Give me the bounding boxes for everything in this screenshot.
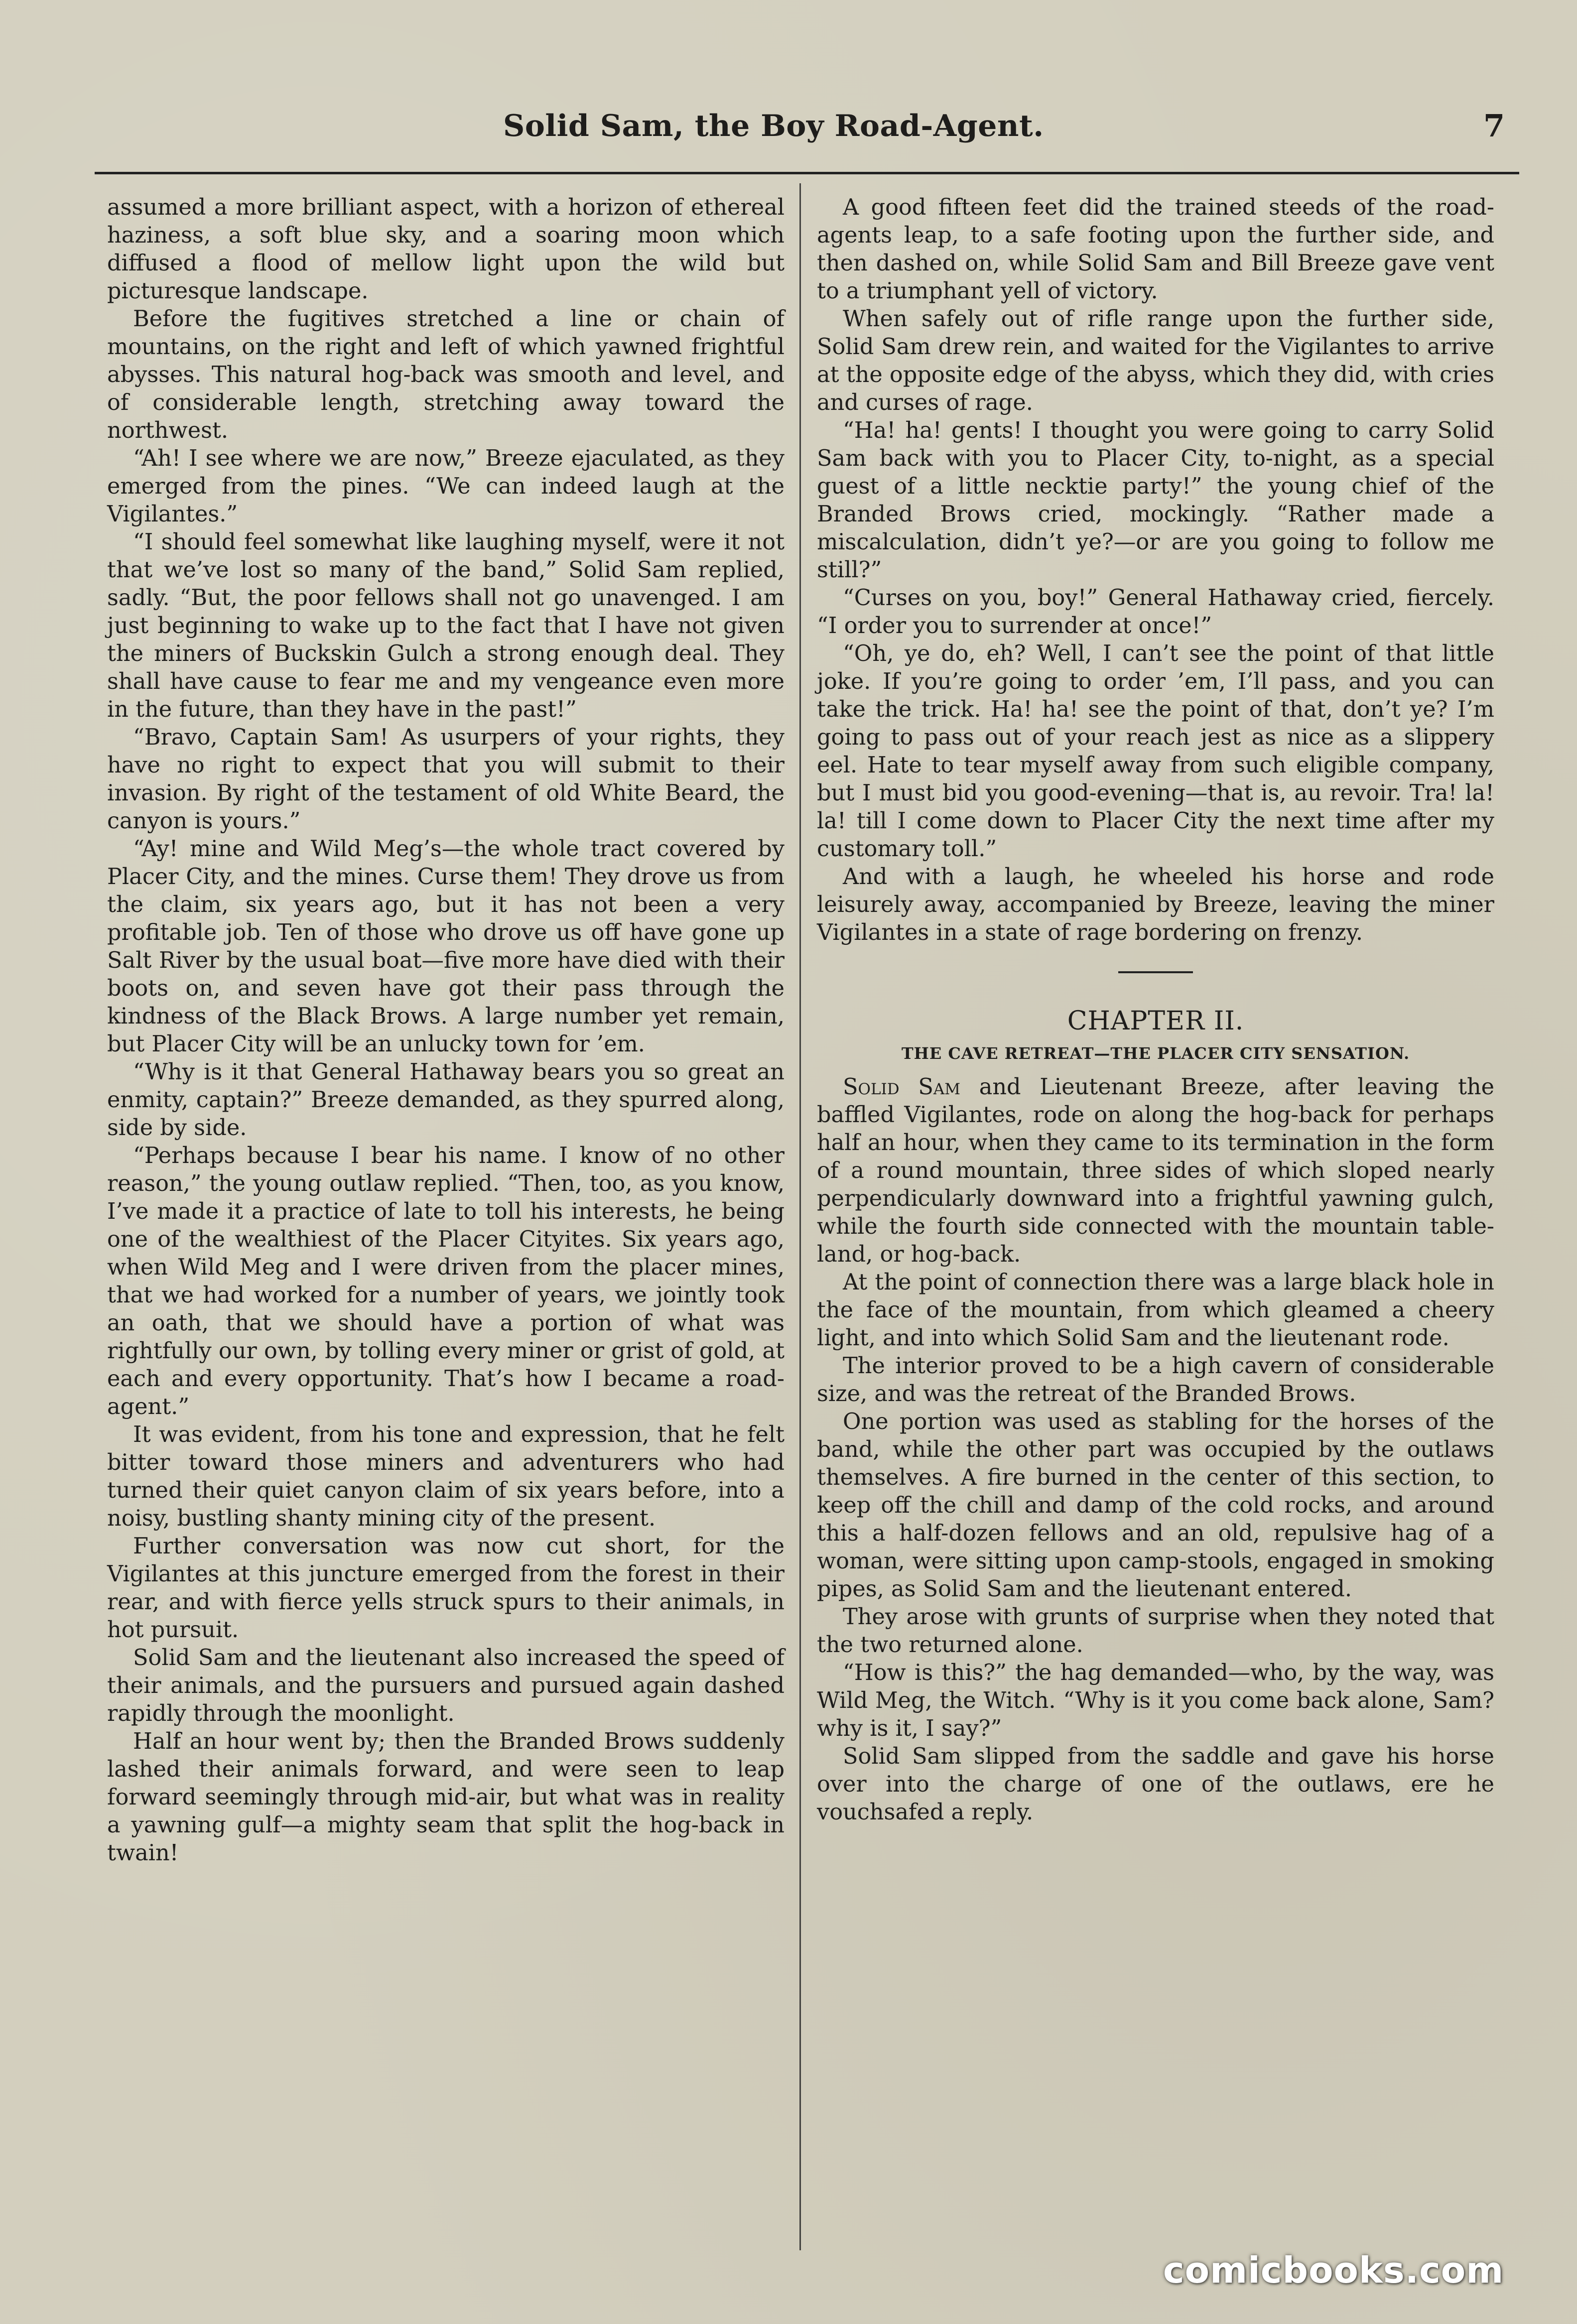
paragraph: “Bravo, Captain Sam! As usurpers of your rights, they have no right to expect that you will submit to their invasion. By right of the testament of old White Beard, the canyon is yours.”	[107, 724, 785, 834]
paragraph: Before the fugitives stretched a line or chain of mountains, on the right and left of which yawned frightful abysses. This natural hog-back was smooth and level, and of considerable length, stretching away toward the northwest.	[107, 306, 785, 443]
header-rule	[95, 172, 1519, 174]
paragraph: “Oh, ye do, eh? Well, I can’t see the point of that little joke. If you’re going to order ’em, I’ll pass, and you can take the trick. Ha! ha! see the point of that, don’t ye? I’m going to pass out of your reach jest as nice as a slippery eel. Hate to tear myself away from such eligible company, but I must bid you good-evening—that is, au revoir. Tra! la! la! till I come down to Placer City the next time after my customary toll.”	[817, 641, 1494, 862]
lead-text: and Lieutenant Breeze, after leaving the baffled Vigilantes, rode on along the hog-back for perhaps half an hour, when they came to its termination in the form of a round mountain, three sides of which sloped nearly perpendicularly downward into a frightful yawning gulch, while the fourth side connected with the mountain table-land, or hog-back.	[817, 1074, 1494, 1267]
paragraph: At the point of connection there was a large black hole in the face of the mountain, from which gleamed a cheery light, and into which Solid Sam and the lieutenant rode.	[817, 1269, 1494, 1351]
paragraph: “I should feel somewhat like laughing myself, were it not that we’ve lost so many of the band,” Solid Sam replied, sadly. “But, the poor fellows shall not go unavenged. I am just beginning to wake up to the fact that I have not given the miners of Buckskin Gulch a strong enough deal. They shall have cause to fear me and my vengeance even more in the future, than they have in the past!”	[107, 529, 785, 722]
left-column	[107, 193, 785, 1867]
running-title: Solid Sam, the Boy Road-Agent.	[503, 109, 1044, 143]
paragraph: “Curses on you, boy!” General Hathaway cried, fiercely. “I order you to surrender at once!”	[817, 585, 1494, 639]
chapter-subtitle: THE CAVE RETREAT—THE PLACER CITY SENSATION.	[901, 1044, 1410, 1063]
paragraph: “Perhaps because I bear his name. I know of no other reason,” the young outlaw replied. “Then, too, as you know, I’ve made it a practice of late to toll his interests, he being one of the wealthiest of the Placer Cityites. Six years ago, when Wild Meg and I were driven from the placer mines, that we had worked for a number of years, we jointly took an oath, that we should have a portion of what was rightfully our own, by tolling every miner or grist of gold, at each and every opportunity. That’s how I became a road-agent.”	[107, 1143, 785, 1420]
section-divider	[1118, 971, 1193, 973]
paragraph: “Ah! I see where we are now,” Breeze ejaculated, as they emerged from the pines. “We can indeed laugh at the Vigilantes.”	[107, 445, 785, 527]
chapter-lead-paragraph	[817, 1073, 1494, 1268]
paragraph: Further conversation was now cut short, for the Vigilantes at this juncture emerged from the forest in their rear, and with fierce yells struck spurs to their animals, in hot pursuit.	[107, 1533, 785, 1643]
lead-smallcaps: Solid Sam	[843, 1074, 961, 1100]
paragraph: Solid Sam slipped from the saddle and gave his horse over into the charge of one of the outlaws, ere he vouchsafed a reply.	[817, 1743, 1494, 1825]
paragraph: It was evident, from his tone and expression, that he felt bitter toward those miners and adventurers who had turned their quiet canyon claim of six years before, into a noisy, bustling shanty mining city of the present.	[107, 1421, 785, 1531]
paragraph: A good fifteen feet did the trained steeds of the road-agents leap, to a safe footing upon the further side, and then dashed on, while Solid Sam and Bill Breeze gave vent to a triumphant yell of victory.	[817, 194, 1494, 304]
paragraph: They arose with grunts of surprise when they noted that the two returned alone.	[817, 1604, 1494, 1658]
paragraph: Half an hour went by; then the Branded Brows suddenly lashed their animals forward, and were seen to leap forward seemingly through mid-air, but what was in reality a yawning gulf—a mighty seam that split the hog-back in twain!	[107, 1728, 785, 1866]
paragraph: Solid Sam and the lieutenant also increased the speed of their animals, and the pursuers and pursued again dashed rapidly through the moonlight.	[107, 1645, 785, 1726]
paragraph: The interior proved to be a high cavern of considerable size, and was the retreat of the Branded Brows.	[817, 1353, 1494, 1407]
site-watermark: comicbooks.com	[1163, 2249, 1504, 2291]
paragraph: One portion was used as stabling for the horses of the band, while the other part was occupied by the outlaws themselves. A fire burned in the center of this section, to keep off the chill and damp of the cold rocks, and around this a half-dozen fellows and an old, repulsive hag of a woman, were sitting upon camp-stools, engaged in smoking pipes, as Solid Sam and the lieutenant entered.	[817, 1409, 1494, 1602]
paragraph: “How is this?” the hag demanded—who, by the way, was Wild Meg, the Witch. “Why is it you come back alone, Sam? why is it, I say?”	[817, 1660, 1494, 1741]
chapter-title: CHAPTER II.	[1067, 1006, 1244, 1036]
paragraph: “Ha! ha! gents! I thought you were going to carry Solid Sam back with you to Placer City, to-night, as a special guest of a little necktie party!” the young chief of the Branded Brows cried, mockingly. “Rather made a miscalculation, didn’t ye?—or are you going to follow me still?”	[817, 417, 1494, 583]
paragraph: And with a laugh, he wheeled his horse and rode leisurely away, accompanied by Breeze, leaving the miner Vigilantes in a state of rage bordering on frenzy.	[817, 864, 1494, 945]
page-header	[0, 95, 1577, 164]
page-number: 7	[1483, 108, 1505, 144]
right-column	[817, 193, 1494, 1826]
paragraph: “Why is it that General Hathaway bears you so great an enmity, captain?” Breeze demanded, as they spurred along, side by side.	[107, 1059, 785, 1141]
column-divider	[799, 183, 801, 2250]
paragraph: “Ay! mine and Wild Meg’s—the whole tract covered by Placer City, and the mines. Curse them! They drove us from the claim, six years ago, but it has not been a very profitable job. Ten of those who drove us off have gone up Salt River by the usual boat—five more have died with their boots on, and seven have got their pass through the kindness of the Black Brows. A large number yet remain, but Placer City will be an unlucky town for ’em.	[107, 836, 785, 1057]
paragraph: When safely out of rifle range upon the further side, Solid Sam drew rein, and waited for the Vigilantes to arrive at the opposite edge of the abyss, which they did, with cries and curses of rage.	[817, 306, 1494, 415]
paragraph: assumed a more brilliant aspect, with a horizon of ethereal haziness, a soft blue sky, and a soaring moon which diffused a flood of mellow light upon the wild but picturesque landscape.	[107, 194, 785, 304]
